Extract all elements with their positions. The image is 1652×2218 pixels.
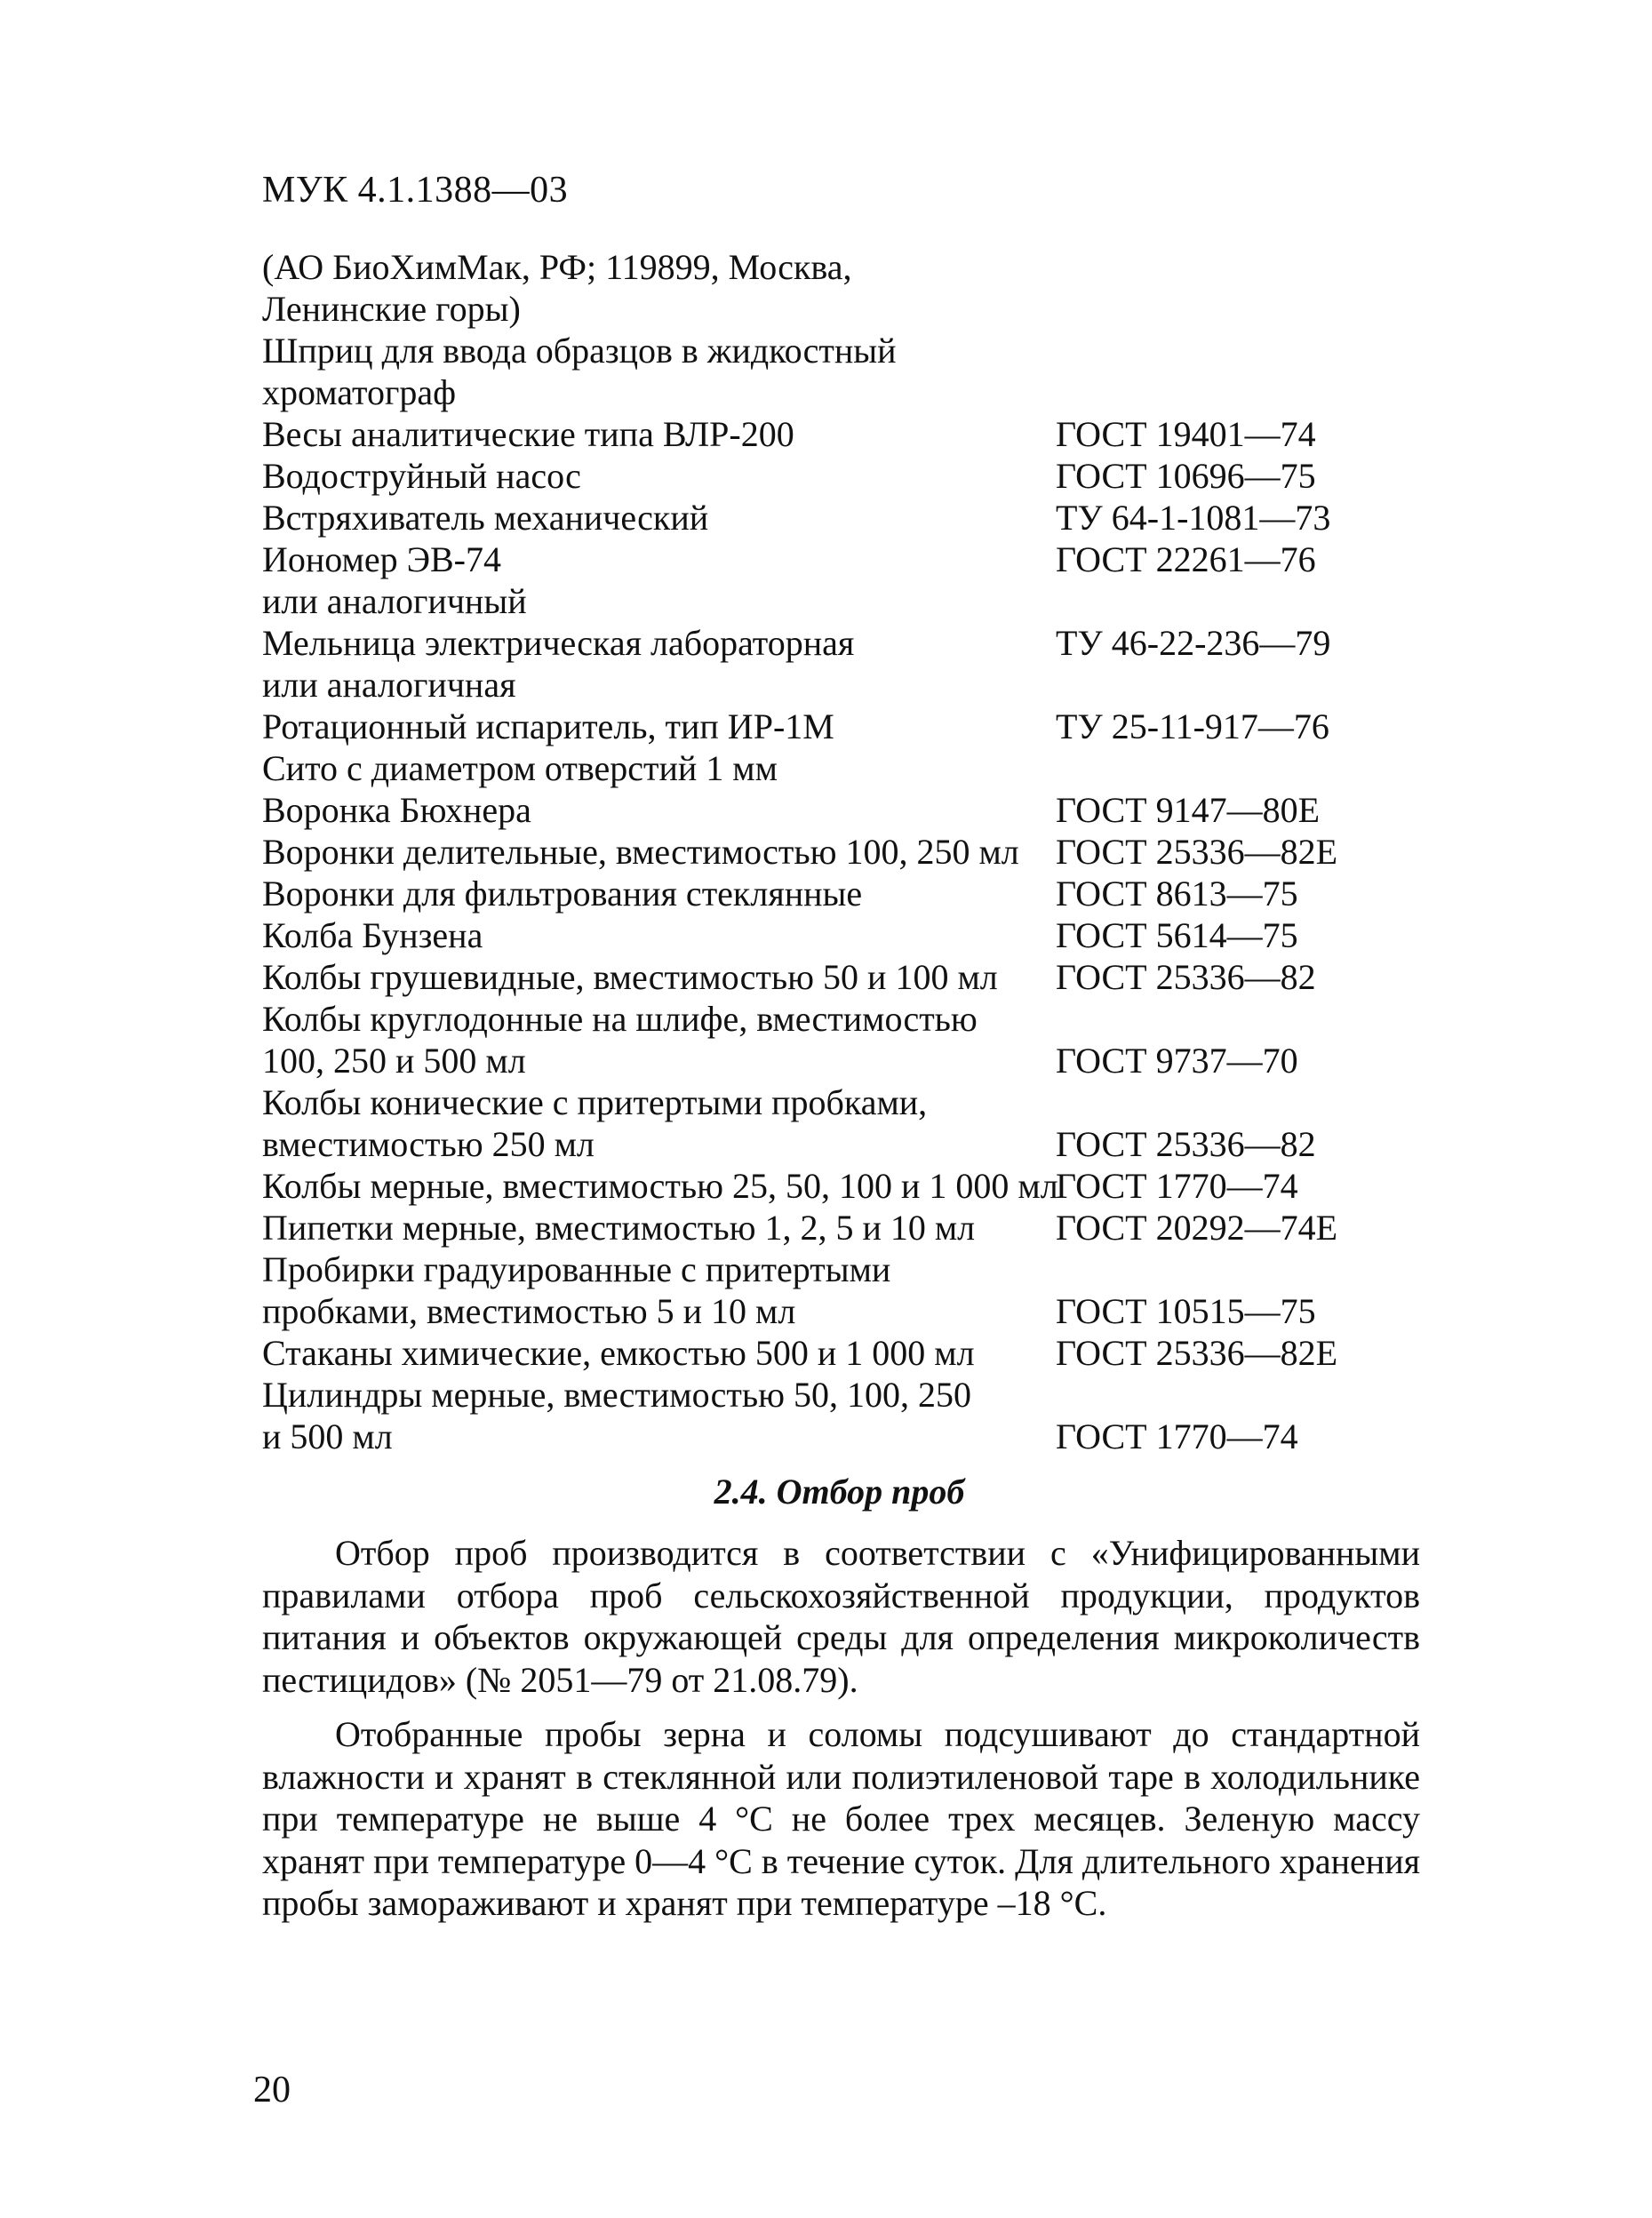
equipment-row [262, 413, 1417, 455]
equipment-row [262, 956, 1417, 998]
equipment-row [262, 371, 1417, 413]
equipment-standard: ГОСТ 25336—82 [1056, 1124, 1316, 1164]
equipment-name: Весы аналитические типа ВЛР-200 [262, 414, 794, 454]
equipment-name: Цилиндры мерные, вместимостью 50, 100, 250 [262, 1375, 971, 1415]
equipment-row [262, 1123, 1417, 1165]
equipment-name: Колбы круглодонные на шлифе, вместимостью [262, 999, 978, 1039]
equipment-name: или аналогичный [262, 581, 527, 621]
equipment-name: Колбы мерные, вместимостью 25, 50, 100 и 1 000 мл [262, 1166, 1058, 1206]
equipment-name: Колбы конические с притертыми пробками, [262, 1082, 928, 1122]
equipment-name: хроматограф [262, 372, 457, 412]
equipment-row [262, 455, 1417, 497]
paragraph-sample-storage: Отобранные пробы зерна и соломы подсушивают до стандартной влажности и хранят в стеклянной или полиэтиленовой таре в холодильнике при температуре не выше 4 °С не более трех месяцев. Зеленую массу хранят при температуре 0—4 °С в течение суток. Для длительного хранения пробы замораживают и хранят при температуре –18 °С. [262, 1714, 1420, 1923]
equipment-standard: ТУ 64-1-1081—73 [1056, 498, 1331, 538]
equipment-name: (АО БиоХимМак, РФ; 119899, Москва, [262, 247, 852, 287]
equipment-standard: ГОСТ 9737—70 [1056, 1041, 1298, 1081]
equipment-row [262, 789, 1417, 831]
equipment-row [262, 747, 1417, 789]
equipment-name: Пипетки мерные, вместимостью 1, 2, 5 и 10 мл [262, 1208, 976, 1248]
equipment-row [262, 1374, 1417, 1416]
equipment-row [262, 497, 1417, 539]
section-heading: 2.4. Отбор проб [714, 1472, 965, 1512]
equipment-row [262, 1207, 1417, 1249]
equipment-name: Пробирки градуированные с притертыми [262, 1249, 891, 1289]
equipment-standard: ГОСТ 25336—82Е [1056, 1333, 1338, 1373]
equipment-row [262, 1416, 1417, 1457]
equipment-row [262, 1081, 1417, 1123]
equipment-standard: ГОСТ 5614—75 [1056, 915, 1298, 955]
section-body [262, 1532, 1420, 1925]
equipment-name: Воронки делительные, вместимостью 100, 250 мл [262, 832, 1019, 872]
equipment-standard: ГОСТ 10696—75 [1056, 456, 1316, 496]
equipment-row [262, 1290, 1417, 1332]
equipment-name: Шприц для ввода образцов в жидкостный [262, 331, 897, 371]
page-header: МУК 4.1.1388—03 [262, 170, 569, 211]
equipment-row [262, 873, 1417, 914]
equipment-row [262, 622, 1417, 664]
equipment-row [262, 246, 1417, 288]
equipment-standard: ГОСТ 25336—82Е [1056, 832, 1338, 872]
equipment-standard: ТУ 25-11-917—76 [1056, 706, 1329, 746]
equipment-row [262, 539, 1417, 580]
paragraph-sampling-rules: Отбор проб производится в соответствии с «Унифицированными правилами отбора проб сельскохозяйственной продукции, продуктов питания и объектов окружающей среды для определения микроколичеств пестицидов» (№ 2051—79 от 21.08.79). [262, 1533, 1420, 1700]
equipment-name: Колбы грушевидные, вместимостью 50 и 100 мл [262, 957, 998, 997]
equipment-standard: ГОСТ 25336—82 [1056, 957, 1316, 997]
equipment-name: 100, 250 и 500 мл [262, 1041, 526, 1081]
equipment-standard: ТУ 46-22-236—79 [1056, 623, 1331, 663]
page-number: 20 [253, 2070, 291, 2110]
equipment-standard: ГОСТ 20292—74Е [1056, 1208, 1338, 1248]
equipment-row [262, 1332, 1417, 1374]
equipment-row [262, 1040, 1417, 1081]
equipment-row [262, 998, 1417, 1040]
equipment-row [262, 330, 1417, 371]
equipment-row [262, 580, 1417, 622]
equipment-name: Сито с диаметром отверстий 1 мм [262, 748, 778, 788]
equipment-row [262, 664, 1417, 706]
equipment-standard: ГОСТ 10515—75 [1056, 1291, 1316, 1331]
equipment-standard: ГОСТ 8613—75 [1056, 874, 1298, 914]
equipment-row [262, 706, 1417, 747]
equipment-row [262, 831, 1417, 873]
equipment-name: Иономер ЭВ-74 [262, 539, 502, 579]
equipment-name: Встряхиватель механический [262, 498, 709, 538]
equipment-name: пробками, вместимостью 5 и 10 мл [262, 1291, 796, 1331]
equipment-standard: ГОСТ 19401—74 [1056, 414, 1316, 454]
equipment-row [262, 1165, 1417, 1207]
equipment-row [262, 1249, 1417, 1290]
equipment-name: Колба Бунзена [262, 915, 483, 955]
equipment-row [262, 288, 1417, 330]
equipment-name: вместимостью 250 мл [262, 1124, 595, 1164]
equipment-name: Воронка Бюхнера [262, 790, 531, 830]
equipment-name: Ротационный испаритель, тип ИР-1М [262, 706, 834, 746]
equipment-standard: ГОСТ 9147—80Е [1056, 790, 1321, 830]
equipment-standard: ГОСТ 1770—74 [1056, 1416, 1298, 1456]
equipment-standard: ГОСТ 22261—76 [1056, 539, 1316, 579]
equipment-name: Водоструйный насос [262, 456, 581, 496]
equipment-list [262, 246, 1417, 1457]
equipment-name: Мельница электрическая лабораторная [262, 623, 855, 663]
equipment-row [262, 914, 1417, 956]
equipment-name: и 500 мл [262, 1416, 393, 1456]
equipment-name: или аналогичная [262, 665, 516, 705]
equipment-standard: ГОСТ 1770—74 [1056, 1166, 1298, 1206]
equipment-name: Воронки для фильтрования стеклянные [262, 874, 863, 914]
equipment-name: Ленинские горы) [262, 289, 521, 329]
equipment-name: Стаканы химические, емкостью 500 и 1 000 мл [262, 1333, 975, 1373]
